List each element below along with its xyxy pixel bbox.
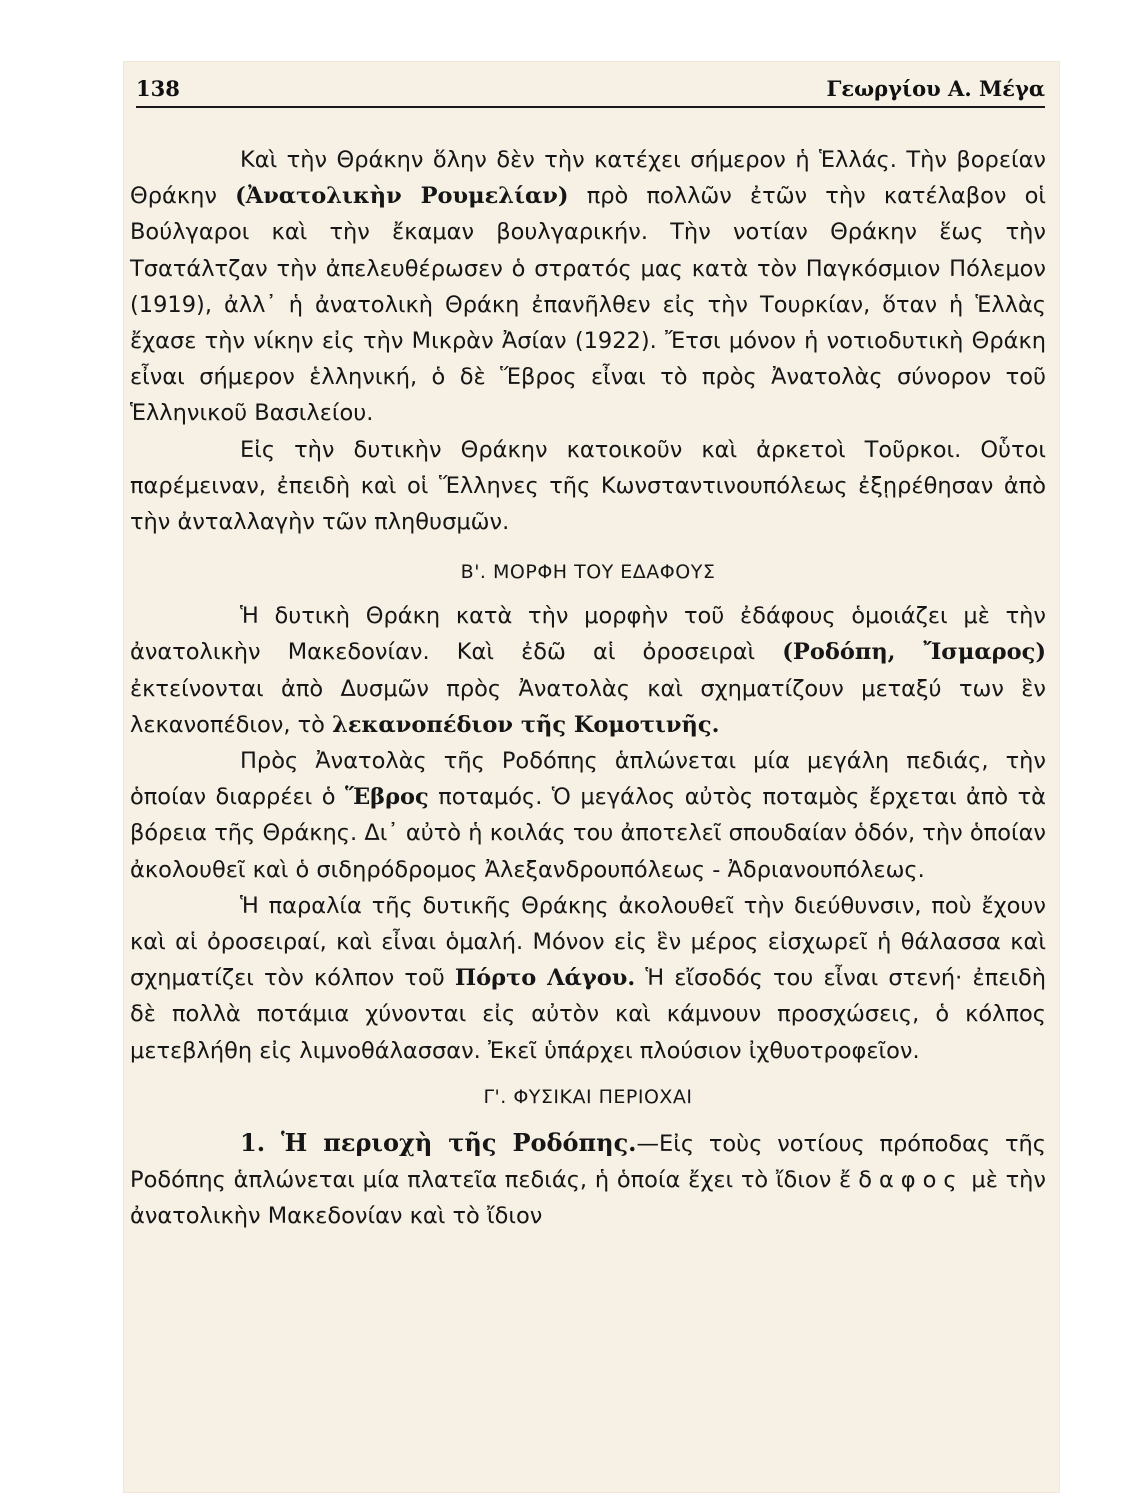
paragraph-evros — [130, 743, 1046, 888]
bold-term-eastern-rumelia: (Ἀνατολικὴν Ρουμελίαν) — [235, 183, 569, 210]
paragraph-rhodope-region — [130, 1125, 1046, 1235]
text-run: Πρὸς Ἀνατολὰς τῆς Ροδόπης ἁπλώνεται μία μεγάλη πεδιάς, τὴν ὁποίαν διαρρέει ὁ — [130, 748, 1046, 811]
bold-term-porto-lagos: Πόρτο Λάγου. — [454, 965, 636, 992]
paragraph-relief — [130, 598, 1046, 743]
spaced-term-soil: ἔδαφος — [839, 1167, 964, 1194]
bold-term-evros: Ἕβρος — [344, 784, 429, 811]
bold-term-komotini-basin: λεκανοπέδιον τῆς Κομοτινῆς. — [332, 711, 720, 738]
text-run: ποταμός. Ὁ μεγάλος αὐτὸς ποταμὸς ἔρχεται ἀπὸ τὰ βόρεια τῆς Θράκης. Δι᾽ αὐτὸ ἡ κοιλάς του ἀποτελεῖ σπουδαίαν ὁδόν, τὴν ὁποίαν ἀκολουθεῖ καὶ ὁ σιδηρόδρομος Ἀλεξανδρουπόλεως - Ἀδριανουπόλεως. — [130, 784, 1046, 883]
section-heading-relief: Β'. ΜΟΡΦΗ ΤΟΥ ΕΔΑΦΟΥΣ — [460, 561, 716, 584]
running-header — [136, 72, 1045, 108]
text-run: Ἡ παραλία τῆς δυτικῆς Θράκης ἀκολουθεῖ τὴν διεύθυνσιν, ποὺ ἔχουν καὶ αἱ ὀροσειραί, καὶ εἶναι ὁμαλή. Μόνον εἰς ἓν μέρος εἰσχωρεῖ ἡ θάλασσα καὶ σχηματίζει τὸν κόλπον τοῦ — [130, 892, 1046, 992]
paragraph-turks: Εἰς τὴν δυτικὴν Θράκην κατοικοῦν καὶ ἀρκετοὶ Τοῦρκοι. Οὗτοι παρέμειναν, ἐπειδὴ καὶ οἱ Ἕλληνες τῆς Κωνσταντινουπόλεως ἐξῃρέθησαν ἀπὸ τὴν ἀνταλλαγὴν τῶν πληθυσμῶν. — [130, 436, 1046, 536]
section-heading-natural-regions: Γ'. ΦΥΣΙΚΑΙ ΠΕΡΙΟΧΑΙ — [483, 1085, 693, 1108]
running-header-author: Γεωργίου Α. Μέγα — [826, 76, 1045, 101]
page-body — [130, 142, 1046, 1234]
text-run: ἐκτείνονται ἀπὸ Δυσμῶν πρὸς Ἀνατολὰς καὶ σχηματίζουν μεταξύ των ἓν λεκανοπέδιον, τὸ — [130, 675, 1046, 738]
text-run: πρὸ πολλῶν ἐτῶν τὴν κατέλαβον οἱ Βούλγαροι καὶ τὴν ἔκαμαν βουλγαρικήν. Τὴν νοτίαν Θράκην ἕως τὴν Τσατάλτζαν τὴν ἀπελευθέρωσεν ὁ στρατός μας κατὰ τὸν Παγκόσμιον Πόλεμον (1919), ἀλλ᾽ ἡ ἀνατολικὴ Θράκη ἐπανῆλθεν εἰς τὴν Τουρκίαν, ὅταν ἡ Ἑλλὰς ἔχασε τὴν νίκην εἰς τὴν Μικρὰν Ἀσίαν (1922). Ἔτσι μόνον ἡ νοτιοδυτικὴ Θράκη εἶναι σήμερον ἑλληνική, ὁ δὲ Ἕβρος εἶναι τὸ πρὸς Ἀνατολὰς σύνορον τοῦ Ἑλληνικοῦ Βασιλείου. — [130, 183, 1047, 427]
text-run: Ἡ εἴσοδός του εἶναι στενή· ἐπειδὴ δὲ πολλὰ ποτάμια χύνονται εἰς αὐτὸν καὶ κάμνουν προσχώσεις, ὁ κόλπος μετεβλήθη εἰς λιμνοθάλασσαν. Ἐκεῖ ὑπάρχει πλούσιον ἰχθυοτροφεῖον. — [130, 965, 1046, 1064]
text-run: —Εἰς τοὺς νοτίους πρόποδας τῆς Ροδόπης ἁπλώνεται μία πλατεῖα πεδιάς, ἡ ὁποία ἔχει τὸ ἴδιον — [130, 1130, 1046, 1194]
paragraph-thrace-intro — [130, 142, 1046, 432]
page-number: 138 — [136, 76, 180, 101]
bold-term-mountains: (Ροδόπη, Ἴσμαρος) — [782, 639, 1046, 666]
numbered-heading-rhodope: 1. Ἡ περιοχὴ τῆς Ροδόπης. — [240, 1127, 637, 1157]
text-run: μὲ τὴν ἀνατολικὴν Μακεδονίαν καὶ τὸ ἴδιον — [130, 1167, 1046, 1230]
text-run: Καὶ τὴν Θράκην ὅλην δὲν τὴν κατέχει σήμερον ἡ Ἑλλάς. Τὴν βορείαν Θράκην — [130, 147, 1046, 210]
book-page — [124, 62, 1059, 1492]
text-run: Ἡ δυτικὴ Θράκη κατὰ τὴν μορφὴν τοῦ ἐδάφους ὁμοιάζει μὲ τὴν ἀνατολικὴν Μακεδονίαν. Καὶ ἐδῶ αἱ ὀροσειραὶ — [130, 603, 1046, 666]
paragraph-coast — [130, 888, 1046, 1069]
